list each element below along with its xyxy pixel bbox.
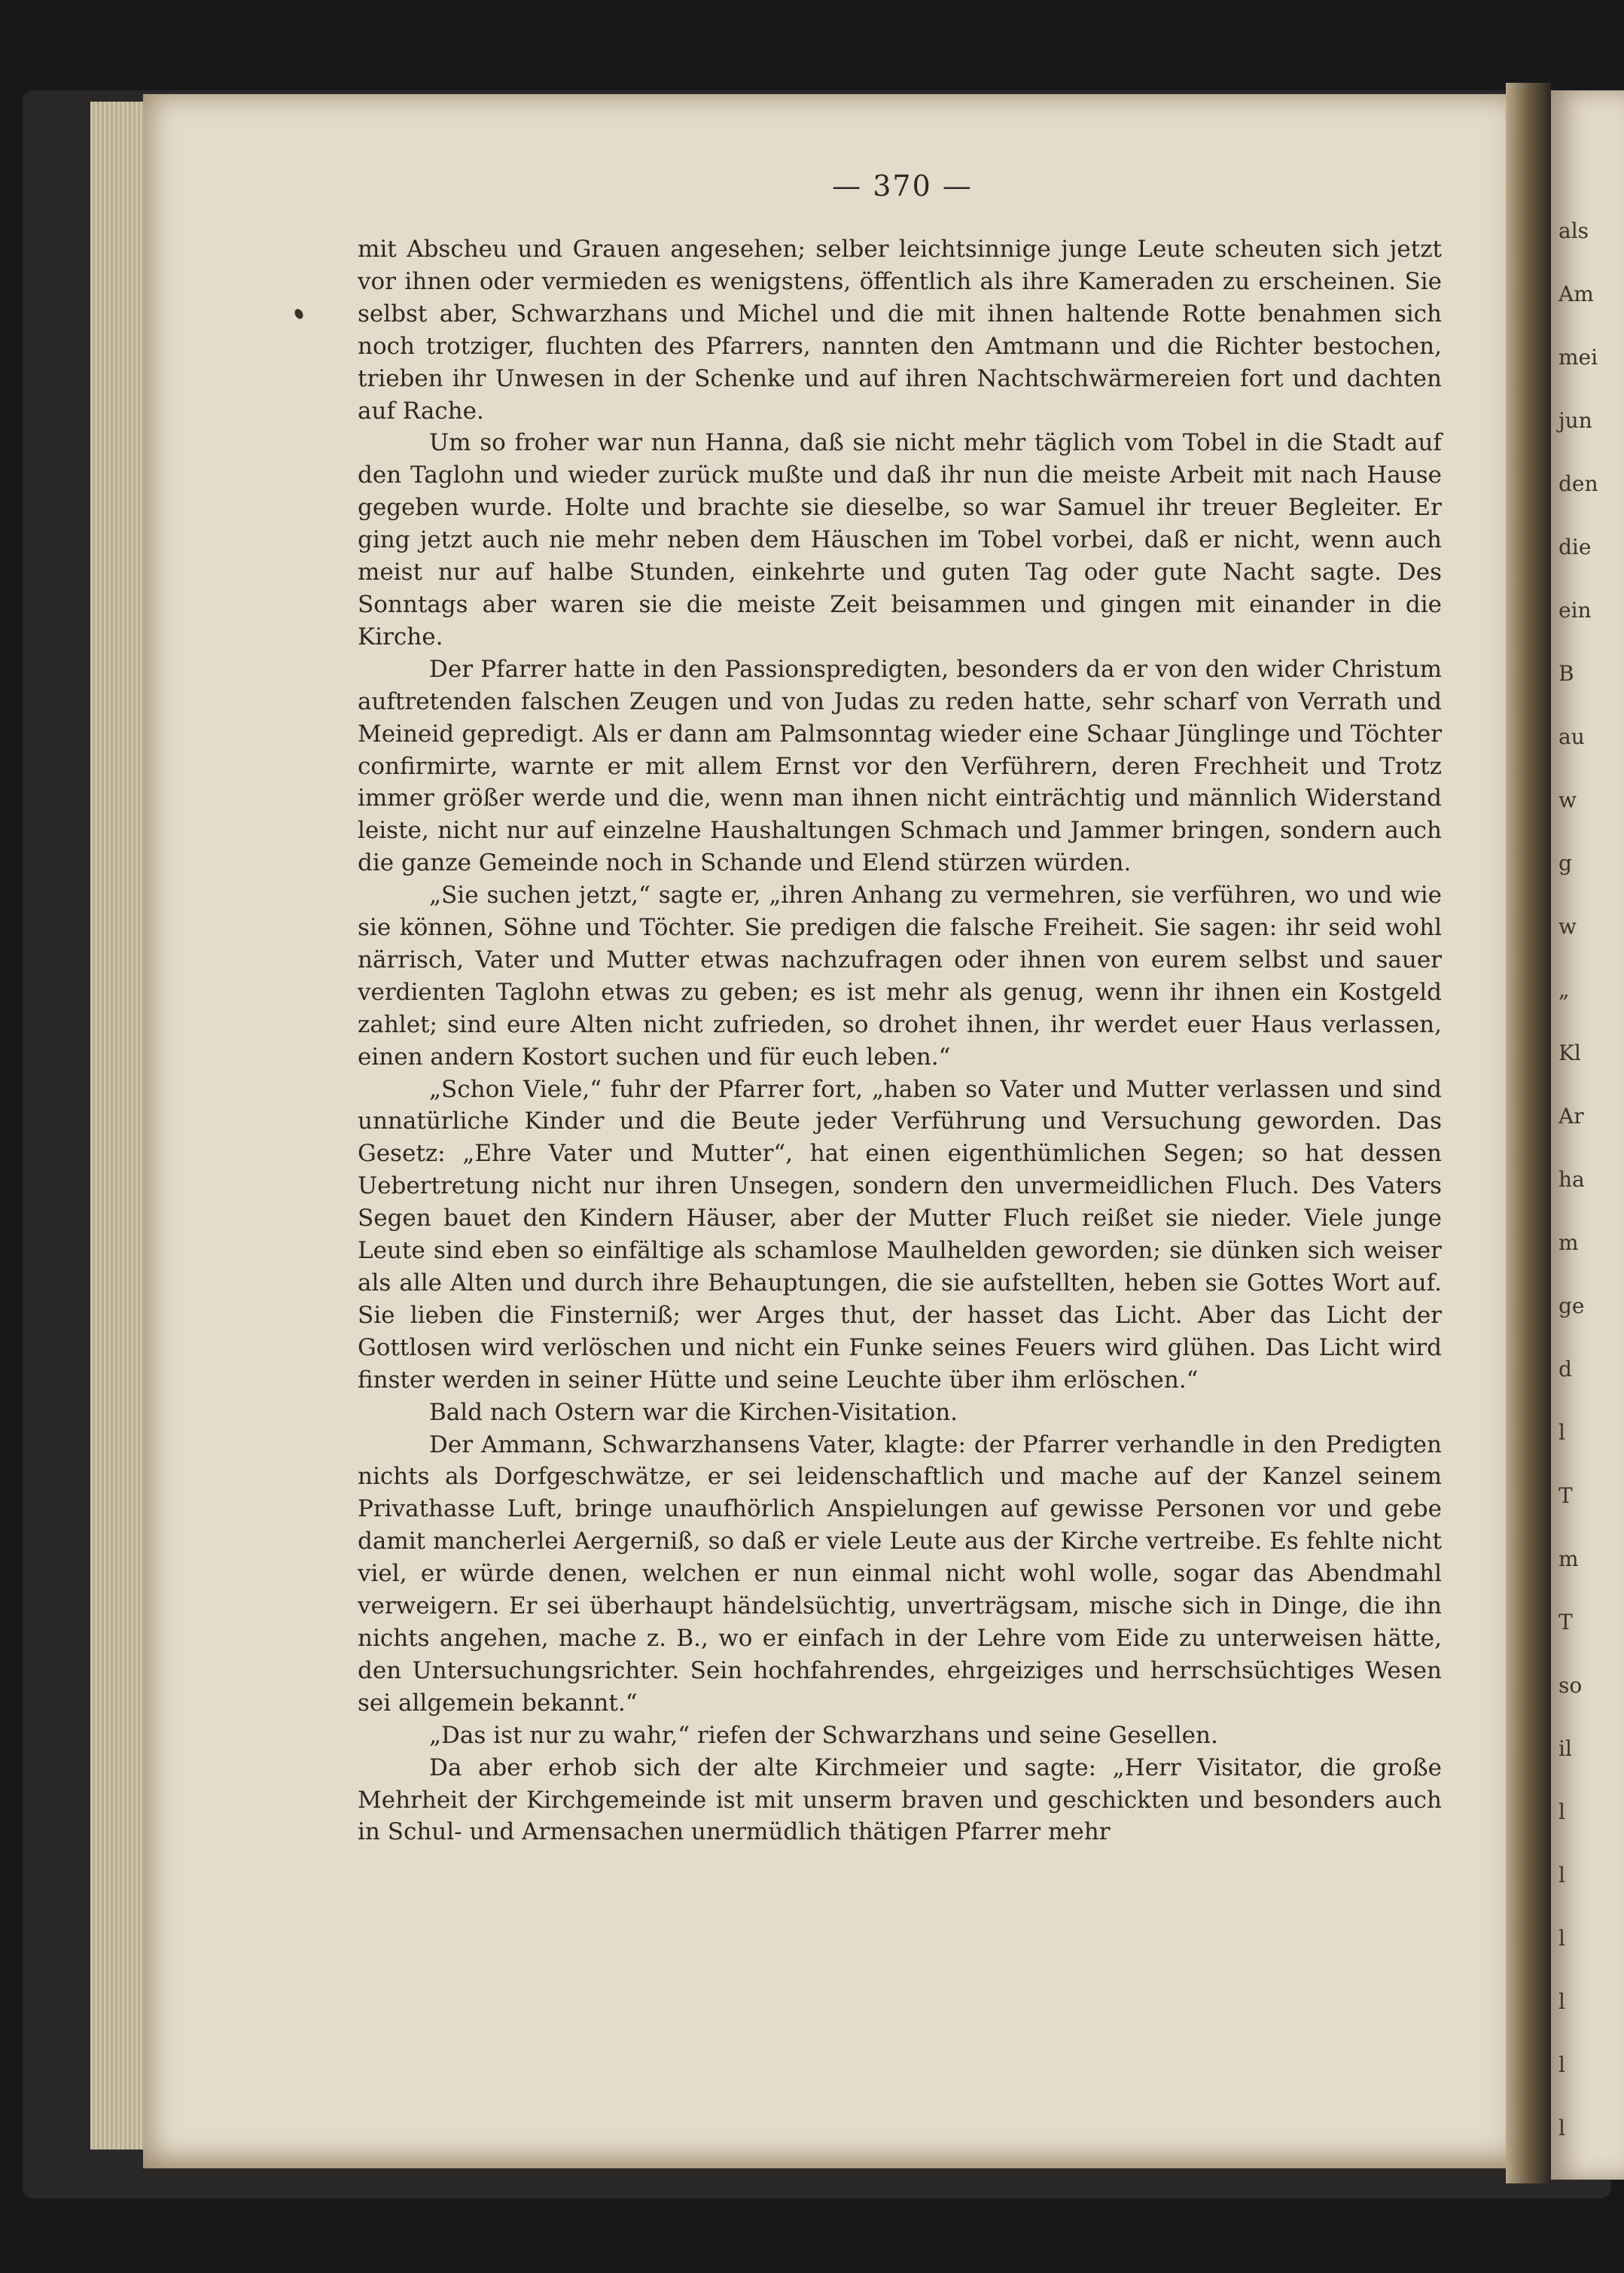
paragraph: mit Abscheu und Grauen angesehen; selber leichtsinnige junge Leute scheuten sich jetzt vor ihnen oder vermieden es wenigstens, öffentlich als ihre Kameraden zu erscheinen. Sie selbst aber, Schwarzhans und Michel und die mit ihnen haltende Rotte benahmen sich noch trotziger, fluchten des Pfarrers, nannten den Amtmann und die Richter bestochen, trieben ihr Unwesen in der Schenke und auf ihren Nachtschwärmereien fort und dachten auf Rache.: [358, 236, 1442, 425]
facing-page-fragment: „: [1558, 977, 1570, 1002]
paragraph: „Sie suchen jetzt,“ sagte er, „ihren Anhang zu vermehren, sie verführen, wo und wie sie können, Söhne und Töchter. Sie predigen die falsche Freiheit. Sie sagen: ihr seid wohl närrisch, Vater und Mutter etwas nachzufragen oder ihnen von eurem selbst und sauer verdienten Taglohn etwas zu geben; es ist mehr als genug, wenn ihr ihnen ein Kostgeld zahlet; sind eure Alten nicht zufrieden, so drohet ihnen, ihr werdet euer Haus verlassen, einen andern Kostort suchen und für euch leben.“: [358, 882, 1442, 1071]
facing-page-fragment: l: [1558, 1863, 1565, 1888]
facing-page-fragment: ge: [1558, 1293, 1585, 1318]
facing-page-fragment: w: [1558, 788, 1577, 812]
facing-page-fragment: l: [1558, 1926, 1565, 1951]
facing-page-fragment: ha: [1558, 1167, 1585, 1192]
facing-page-fragment: die: [1558, 535, 1592, 559]
facing-page-fragment: T: [1558, 1483, 1573, 1508]
facing-page-fragment: l: [1558, 1799, 1565, 1824]
facing-page-fragment: den: [1558, 471, 1598, 496]
facing-page-fragment: jun: [1558, 408, 1592, 433]
facing-page-fragment: Am: [1558, 282, 1594, 306]
facing-page-fragment: ein: [1558, 598, 1592, 623]
facing-page-fragment: au: [1558, 724, 1585, 749]
facing-page-fragment: Kl: [1558, 1041, 1581, 1065]
facing-page-fragment: l: [1558, 1989, 1565, 2014]
facing-page-fragment: l: [1558, 2052, 1565, 2077]
facing-page-fragment: Ar: [1558, 1104, 1584, 1129]
book-gutter: [1506, 83, 1551, 2183]
facing-page-fragment: il: [1558, 1736, 1572, 1761]
facing-page-fragment: g: [1558, 851, 1572, 876]
paragraph: Da aber erhob sich der alte Kirchmeier und sagte: „Herr Visitator, die große Mehrheit der Kirchgemeinde ist mit unserm braven und geschickten und besonders auch in Schul- und Armensachen unermüdlich thätigen Pfarrer mehr: [358, 1754, 1442, 1846]
paragraph: Der Ammann, Schwarzhansens Vater, klagte: der Pfarrer verhandle in den Predigten nichts als Dorfgeschwätze, er sei leidenschaftlich und mache auf der Kanzel seinem Privathasse Luft, bringe unaufhörlich Anspielungen auf gewisse Personen vor und gebe damit mancherlei Aergerniß, so daß er viele Leute aus der Kirche vertreibe. Es fehlte nicht viel, er würde denen, welchen er nun einmal nicht wohl wolle, sogar das Abendmahl verweigern. Er sei überhaupt händelsüchtig, unverträgsam, mische sich in Dinge, die ihn nichts angehen, mache z. B., wo er einfach in der Lehre vom Eide zu unterweisen hätte, den Untersuchungsrichter. Sein hochfahrendes, ehrgeiziges und herrschsüchtiges Wesen sei allgemein bekannt.“: [358, 1431, 1442, 1717]
paragraph: Der Pfarrer hatte in den Passionspredigten, besonders da er von den wider Christum auftretenden falschen Zeugen und von Judas zu reden hatte, sehr scharf von Verrath und Meineid gepredigt. Als er dann am Palmsonntag wieder eine Schaar Jünglinge und Töchter confirmirte, warnte er mit allem Ernst vor den Verführern, deren Frechheit und Trotz immer größer werde und die, wenn man ihnen nicht einträchtig und männlich Widerstand leiste, nicht nur auf einzelne Haushaltungen Schmach und Jammer bringen, sondern auch die ganze Gemeinde noch in Schande und Elend stürzen würden.: [358, 655, 1442, 877]
page-text: [358, 233, 1442, 1848]
paragraph: Um so froher war nun Hanna, daß sie nicht mehr täglich vom Tobel in die Stadt auf den Taglohn und wieder zurück mußte und daß ihr nun die meiste Arbeit mit nach Hause gegeben wurde. Holte und brachte sie dieselbe, so war Samuel ihr treuer Begleiter. Er ging jetzt auch nie mehr neben dem Häuschen im Tobel vorbei, daß er nicht, wenn auch meist nur auf halbe Stunden, einkehrte und guten Tag oder gute Nacht sagte. Des Sonntags aber waren sie die meiste Zeit beisammen und gingen mit einander in die Kirche.: [358, 429, 1442, 651]
facing-page-fragment: m: [1558, 1546, 1579, 1571]
facing-page-fragment: l: [1558, 2116, 1565, 2140]
paragraph: „Schon Viele,“ fuhr der Pfarrer fort, „haben so Vater und Mutter verlassen und sind unnatürliche Kinder und die Beute jeder Verführung und Versuchung geworden. Das Gesetz: „Ehre Vater und Mutter“, hat einen eigenthümlichen Segen; so hat dessen Uebertretung nicht nur ihren Unsegen, sondern den unvermeidlichen Fluch. Des Vaters Segen bauet den Kindern Häuser, aber der Mutter Fluch reißet sie nieder. Viele junge Leute sind eben so einfältige als schamlose Maulhelden geworden; sie dünken sich weiser als alle Alten und durch ihre Behauptungen, die sie aufstellten, heben sie Gottes Wort auf. Sie lieben die Finsterniß; wer Arges thut, der hasset das Licht. Aber das Licht der Gottlosen wird verlöschen und nicht ein Funke seines Feuers wird glühen. Das Licht wird finster werden in seiner Hütte und seine Leuchte über ihm erlöschen.“: [358, 1075, 1442, 1394]
facing-page: [1551, 90, 1624, 2180]
facing-page-fragment: T: [1558, 1610, 1573, 1635]
facing-page-fragment: so: [1558, 1673, 1583, 1698]
facing-page-fragment: m: [1558, 1230, 1579, 1255]
paragraph: Bald nach Ostern war die Kirchen-Visitation.: [429, 1398, 958, 1426]
facing-page-fragment: w: [1558, 914, 1577, 939]
facing-page-fragment: d: [1558, 1357, 1572, 1382]
page-number: — 370 —: [832, 169, 973, 203]
facing-page-fragment: l: [1558, 1420, 1565, 1445]
facing-page-fragment: B: [1558, 661, 1574, 686]
paragraph: „Das ist nur zu wahr,“ riefen der Schwarzhans und seine Gesellen.: [429, 1721, 1218, 1749]
facing-page-fragment: als: [1558, 218, 1589, 243]
facing-page-fragment: mei: [1558, 345, 1598, 370]
